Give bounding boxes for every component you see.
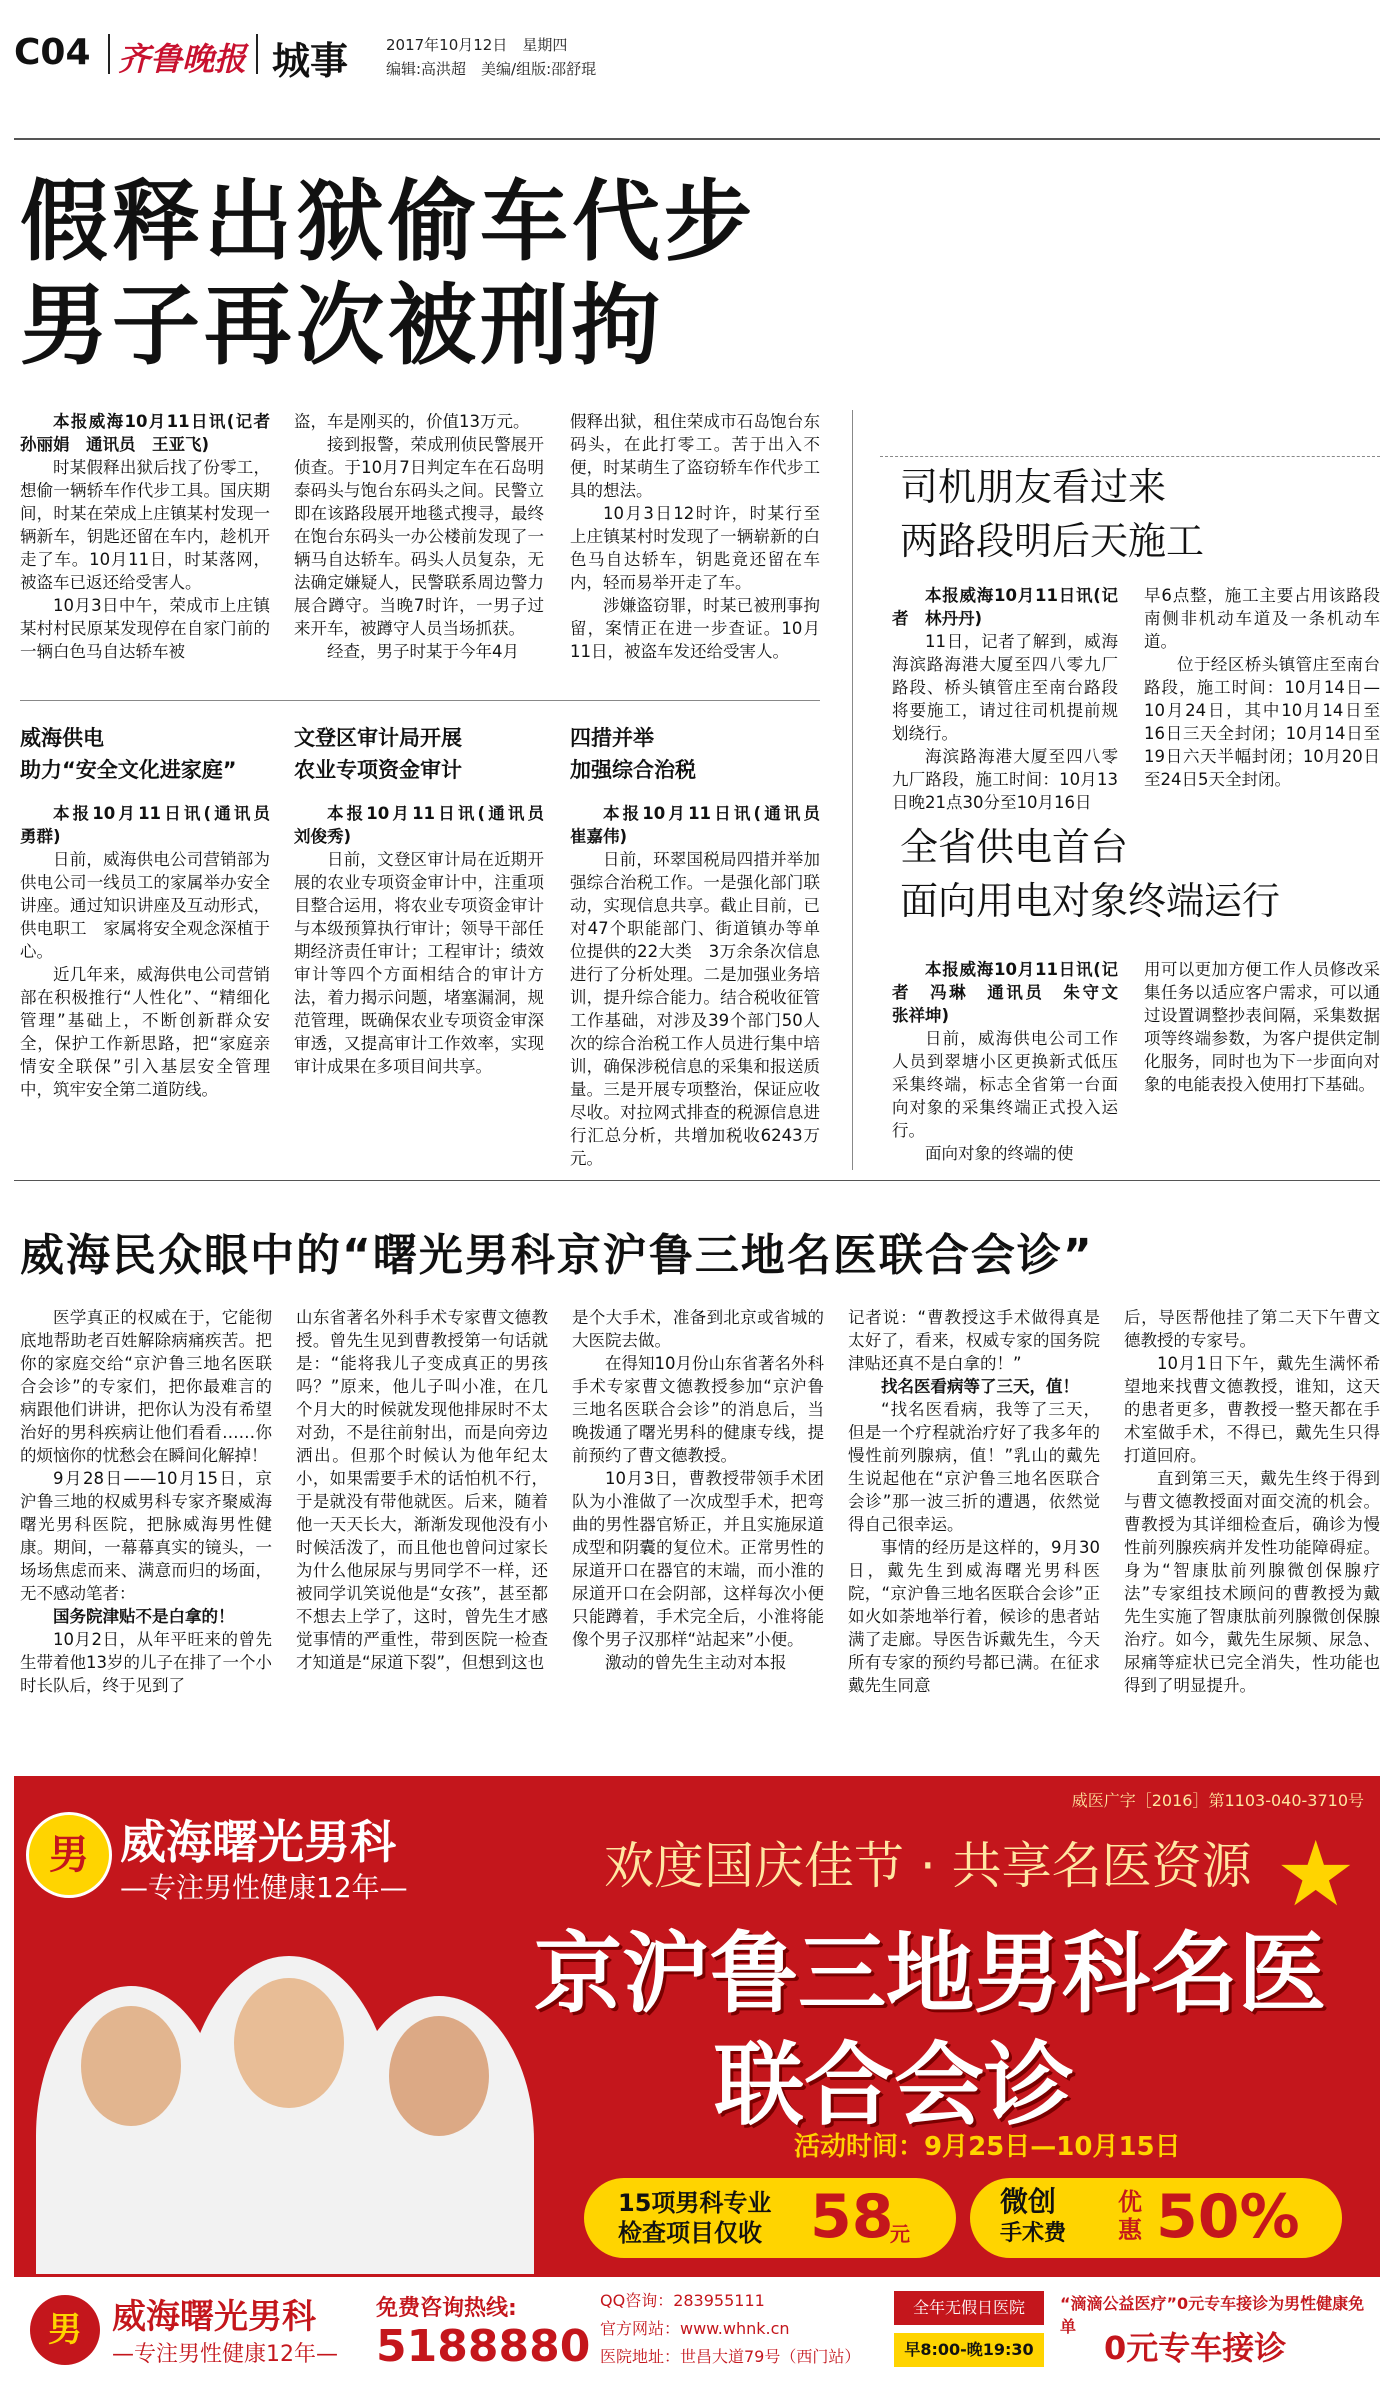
section-title: 城事 — [272, 39, 349, 83]
paragraph: 涉嫌盗窃罪，时某已被刑事拘留，案情正在进一步查证。10月11日，被盗车发还给受害人。 — [570, 596, 820, 661]
paragraph: 10月1日下午，戴先生满怀希望地来找曹文德教授，谁知，这天的患者更多，曹教授一整天都在手术室做手术，不得已，戴先生只得打道回府。 — [1124, 1354, 1380, 1465]
paragraph: 日前，文登区审计局在近期开展的农业专项资金审计中，注重项目整合运用，将农业专项资金审计与本级预算执行审计；领导干部任期经济责任审计；工程审计；绩效审计等四个方面相结合的审计方法，着力揭示问题，堵塞漏洞，规范管理，既确保农业专项资金审深审透，又提高审计工作效率，实现审计成果在多项目间共享。 — [294, 850, 544, 1076]
paragraph: 用可以更加方便工作人员修改采集任务以适应客户需求，可以通过设置调整抄表间隔，采集数据项等终端参数，为客户提供定制化服务，同时也为下一步面向对象的电能表投入使用打下基础。 — [1144, 960, 1380, 1094]
section-divider — [20, 700, 820, 701]
paragraph: 日前，威海供电公司工作人员到翠塘小区更换新式低压采集终端，标志全省第一台面向对象的采集终端正式投入运行。 — [892, 1029, 1118, 1140]
paragraph: 早6点整，施工主要占用该路段南侧非机动车道及一条机动车道。 — [1144, 586, 1380, 651]
brand-name-bottom: 威海曙光男科 — [112, 2297, 316, 2337]
paragraph: 是个大手术，准备到北京或省城的大医院去做。 — [572, 1308, 824, 1350]
paragraph: 日前，威海供电公司营销部为供电公司一线员工的家属举办安全讲座。通过知识讲座及互动形式，供电职工 家属将安全观念深植于心。 — [20, 850, 270, 961]
brand-slogan-bottom: —专注男性健康12年— — [112, 2342, 338, 2367]
website: 官方网站：www.whnk.cn — [600, 2319, 790, 2338]
issue-date: 2017年10月12日 星期四 — [386, 36, 568, 54]
offer-surgery-tag: 优惠 — [1118, 2188, 1142, 2244]
brief-1-body — [20, 802, 287, 1101]
feature-column-5 — [1124, 1306, 1380, 1697]
main-story-byline: 本报威海10月11日讯(记者 孙丽娟 通讯员 王亚飞) — [20, 412, 270, 454]
main-headline-line2: 男子再次被刑拘 — [20, 274, 665, 377]
paragraph: 医学真正的权威在于，它能彻底地帮助老百姓解除病痛疾苦。把你的家庭交给“京沪鲁三地名医联合会诊”的专家们，把你最难言的病跟他们讲讲，把你认为没有希望治好的男科疾病让他们看看……你的烦恼你的忧愁会在瞬间化解掉！ — [20, 1308, 272, 1465]
side-story-1-column-1 — [892, 584, 1118, 814]
side-story-1-byline: 本报威海10月11日讯(记者 林丹丹) — [892, 586, 1118, 628]
masthead-divider — [108, 34, 110, 74]
qq-contact: QQ咨询：283955111 — [600, 2291, 765, 2310]
hospital-address: 医院地址：世昌大道79号（西门站） — [600, 2347, 861, 2366]
paragraph: 直到第三天，戴先生终于得到与曹文德教授面对面交流的机会。曹教授为其详细检查后，确诊为慢性前列腺疾病并发性功能障碍症。身为“智康肽前列腺微创保腺疗法”专家组技术顾问的曹教授为戴先生实施了智康肽前列腺微创保腺治疗。如今，戴先生尿频、尿急、尿痛等症状已完全消失，性功能也得到了明显提升。 — [1124, 1469, 1380, 1695]
paragraph: 10月3日中午，荣成市上庄镇某村村民原某发现停在自家门前的一辆白色马自达轿车被 — [20, 596, 270, 661]
hotline-label: 免费咨询热线: — [376, 2296, 517, 2321]
paragraph: 11日，记者了解到，威海海滨路海港大厦至四八零九厂路段、桥头镇管庄至南台路段将要施工，请过往司机提前规划绕行。 — [892, 632, 1118, 743]
brand-slogan: —专注男性健康12年— — [120, 1871, 408, 1904]
paragraph: 在得知10月份山东省著名外科手术专家曹文德教授参加“京沪鲁三地名医联合会诊”的消息后，当晚拨通了曙光男科的健康专线，提前预约了曹文德教授。 — [572, 1354, 824, 1465]
paragraph: 海滨路海港大厦至四八零九厂路段，施工时间：10月13日晚21点30分至10月16日 — [892, 747, 1118, 812]
paragraph: 面向对象的终端的使 — [925, 1144, 1074, 1163]
ad-festival-line: 欢度国庆佳节 · 共享名医资源 — [604, 1837, 1252, 1895]
brief-2-headline: 文登区审计局开展 农业专项资金审计 — [294, 726, 462, 782]
paragraph: 山东省著名外科手术专家曹文德教授。曾先生见到曹教授第一句话就是：“能将我儿子变成真正的男孩吗？”原来，他儿子叫小准，在几个月大的时候就发现他排尿时不太对劲，不是往前射出，而是向旁边洒出。但那个时候认为他年纪太小，如果需要手术的话怕机不行，于是就没有带他就医。后来，随着他一天天长大，渐渐发现他没有小时候活泼了，而且他也曾问过家长为什么他尿尿与男同学不一样，还被同学讥笑说他是“女孩”，甚至都不想去上学了，这时，曾先生才感觉事情的严重性，带到医院一检查才知道是“尿道下裂”，但想到这也 — [296, 1308, 548, 1672]
promo-didi: “滴滴公益医疗”0元专车接诊为男性健康免单 — [1060, 2294, 1365, 2336]
promo-free-ride: 0元专车接诊 — [1104, 2329, 1287, 2367]
side-story-1-headline: 司机朋友看过来 两路段明后天施工 — [900, 465, 1205, 563]
main-story-column-1 — [20, 410, 270, 663]
doctor-face — [81, 2006, 181, 2126]
ad-main-title: 京沪鲁三地男科名医 — [534, 1922, 1327, 2025]
offer-checkup-unit: 元 — [890, 2222, 910, 2246]
ad-activity-time: 活动时间：9月25日—10月15日 — [794, 2132, 1181, 2162]
feature-column-2 — [296, 1306, 548, 1674]
subhead: 国务院津贴不是白拿的！ — [53, 1607, 235, 1626]
brief-3-headline: 四措并举 加强综合治税 — [570, 726, 696, 782]
masthead-rule — [14, 138, 1380, 140]
offer-checkup — [584, 2178, 956, 2258]
brief-1-byline: 本报10月11日讯(通讯员 勇群) — [20, 804, 287, 846]
main-story-column-3 — [570, 410, 820, 663]
ad-license: 威医广字［2016］第1103-040-3710号 — [1071, 1791, 1364, 1810]
paragraph: 假释出狱，租住荣成市石岛饱台东码头，在此打零工。苦于出入不便，时某萌生了盗窃轿车作代步工具的想法。 — [570, 412, 820, 500]
paragraph: 激动的曾先生主动对本报 — [605, 1653, 787, 1672]
paragraph: 9月28日——10月15日，京沪鲁三地的权威男科专家齐聚威海曙光男科医院，把脉威海男性健康。期间，一幕幕真实的镜头，一场场焦虑而来、满意而归的场面，无不感动笔者： — [20, 1469, 272, 1603]
section-rule — [14, 1180, 1380, 1181]
brand-name: 威海曙光男科 — [120, 1815, 396, 1869]
hotline-number: 5188880 — [376, 2321, 591, 2372]
brief-3-body — [570, 802, 837, 1170]
paragraph: 时某假释出狱后找了份零工，想偷一辆轿车作代步工具。国庆期间，时某在荣成上庄镇某村发现一辆新车，钥匙还留在车内，趁机开走了车。10月11日，时某落网，被盗车已返还给受害人。 — [20, 458, 270, 592]
brand-badge: 男 — [26, 1812, 112, 1898]
newspaper-logo: 齐鲁晚报 — [118, 40, 247, 78]
offer-checkup-text: 15项男科专业 检查项目仅收 — [618, 2189, 772, 2247]
doctor-face — [234, 1978, 344, 2108]
paragraph: 10月3日，曹教授带领手术团队为小淮做了一次成型手术，把弯曲的男性器官矫正，并且实施尿道成型和阴囊的复位术。正常男性的尿道开口在器官的末端，而小淮的尿道开口在会阴部，这样每次小便只能蹲着，手术完全后，小淮将能像个男子汉那样“站起来”小便。 — [572, 1469, 824, 1649]
paragraph: 位于经区桥头镇管庄至南台路段，施工时间：10月14日—10月24日，其中10月14日至16日三天全封闭；10月14日至19日六天半幅封闭；10月20日至24日5天全封闭。 — [1144, 655, 1380, 789]
contact-info — [600, 2287, 860, 2371]
masthead-divider — [256, 34, 258, 74]
doctor-face — [389, 2016, 489, 2136]
badge-opening-hours: 早8:00-晚19:30 — [894, 2333, 1044, 2367]
brief-3-byline: 本报10月11日讯(通讯员 崔嘉伟) — [570, 804, 837, 846]
star-icon: ★ — [1275, 1822, 1356, 1927]
subhead: 找名医看病等了三天，值！ — [881, 1377, 1079, 1396]
column-divider — [852, 410, 853, 1170]
paragraph: 事情的经历是这样的，9月30日，戴先生到威海曙光男科医院，“京沪鲁三地名医联合会诊”正如火如荼地举行着，候诊的患者站满了走廊。导医告诉戴先生，今天所有专家的预约号都已满。在征求戴先生同意 — [848, 1538, 1100, 1695]
ad-sub-title: 联合会诊 — [714, 2033, 1074, 2138]
paragraph: 接到报警，荣成刑侦民警展开侦查。于10月7日判定车在石岛明泰码头与饱台东码头之间。民警立即在该路段展开地毯式搜寻，最终在饱台东码头一办公楼前发现了一辆马自达轿车。码头人员复杂，无法确定嫌疑人，民警联系周边警力展合蹲守。当晚7时许，一男子过来开车，被蹲守人员当场抓获。 — [294, 435, 544, 638]
editor-credits: 编辑:高洪超 美编/组版:邵舒琨 — [386, 60, 597, 78]
offer-surgery — [970, 2178, 1342, 2258]
paragraph: “找名医看病，我等了三天，但是一个疗程就治疗好了我多年的慢性前列腺病，值！”乳山的戴先生说起他在“京沪鲁三地名医联合会诊”那一波三折的遭遇，依然觉得自己很幸运。 — [848, 1400, 1100, 1534]
main-story-column-2 — [294, 410, 544, 663]
paragraph: 近几年来，威海供电公司营销部在积极推行“人性化”、“精细化管理”基础上，不断创新群众安全，保护工作新思路，把“家庭亲情安全联保”引入基层安全管理中，筑牢安全第二道防线。 — [20, 965, 270, 1099]
feature-column-3 — [572, 1306, 824, 1674]
brief-2-body — [294, 802, 561, 1078]
ad-info-bar — [14, 2274, 1380, 2387]
side-story-2-byline: 本报威海10月11日讯(记者 冯琳 通讯员 朱守文 张祥坤) — [892, 960, 1135, 1025]
main-headline-line1: 假释出狱偷车代步 — [20, 170, 757, 273]
feature-column-1 — [20, 1306, 272, 1697]
side-story-2-column-1 — [892, 958, 1135, 1165]
side-story-2-column-2 — [1144, 958, 1380, 1096]
badge-open-year-round: 全年无假日医院 — [894, 2291, 1044, 2325]
paragraph: 10月2日，从年平旺来的曾先生带着他13岁的儿子在排了一个小时长队后，终于见到了 — [20, 1630, 272, 1695]
doctor-photo — [344, 1996, 534, 2286]
side-story-1-column-2 — [1144, 584, 1380, 791]
offer-surgery-discount: 50% — [1156, 2182, 1300, 2252]
paragraph: 10月3日12时许，时某行至上庄镇某村时发现了一辆崭新的白色马自达轿车，钥匙竟还留在车内，轻而易举开走了车。 — [570, 504, 820, 592]
offer-checkup-price: 58 — [810, 2182, 894, 2252]
feature-column-4 — [848, 1306, 1100, 1697]
feature-headline: 威海民众眼中的“曙光男科京沪鲁三地名医联合会诊” — [20, 1230, 1094, 1281]
offer-surgery-text: 微创 手术费 — [1000, 2185, 1067, 2246]
dashed-divider — [880, 456, 1380, 457]
brief-1-headline: 威海供电 助力“安全文化进家庭” — [20, 726, 237, 782]
side-story-2-headline: 全省供电首台 面向用电对象终端运行 — [900, 825, 1281, 923]
paragraph: 后，导医帮他挂了第二天下午曹文德教授的专家号。 — [1124, 1308, 1380, 1350]
page-number: C04 — [14, 32, 91, 73]
hospital-advertisement — [14, 1776, 1380, 2384]
paragraph: 盗，车是刚买的，价值13万元。 — [294, 412, 530, 431]
paragraph: 记者说：“曹教授这手术做得真是太好了，看来，权威专家的国务院津贴还真不是白拿的！” — [848, 1308, 1100, 1373]
paragraph: 经查，男子时某于今年4月 — [327, 642, 519, 661]
paragraph: 日前，环翠国税局四措并举加强综合治税工作。一是强化部门联动，实现信息共享。截止目前，已对47个职能部门、街道镇办等单位提供的22大类 3万余条次信息进行了分析处理。二是加强业务培训，提升综合能力。结合税收征管工作基础，对涉及39个部门50人次的综合治税工作人员进行集中培训，确保涉税信息的采集和报送质量。三是开展专项整治，保证应收尽收。对拉网式排查的税源信息进行汇总分析，共增加税收6243万元。 — [570, 850, 820, 1168]
brand-badge-small: 男 — [30, 2295, 100, 2365]
brief-2-byline: 本报10月11日讯(通讯员 刘俊秀) — [294, 804, 561, 846]
